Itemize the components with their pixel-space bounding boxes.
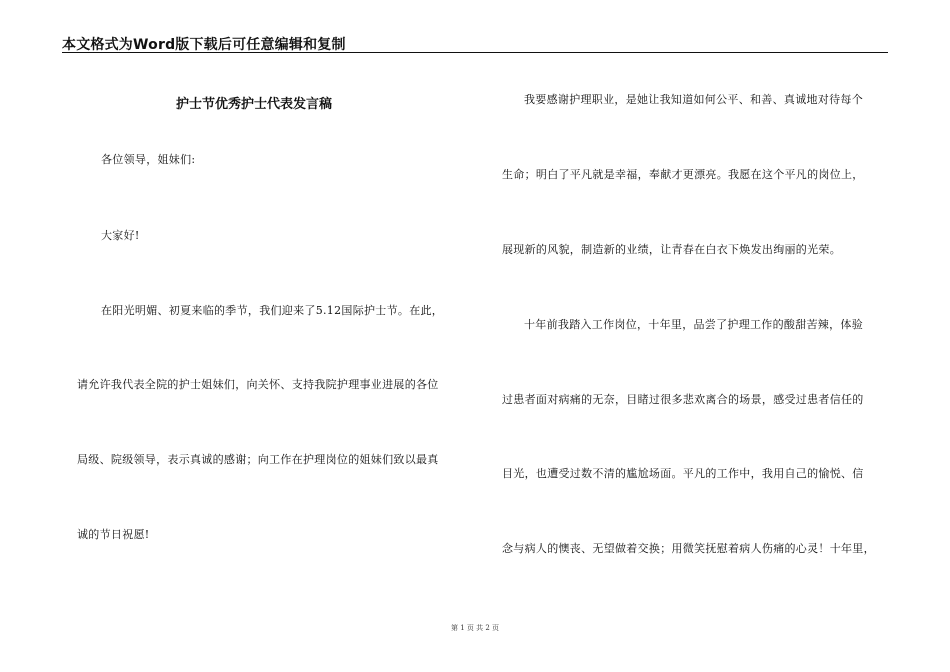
left-paragraph-line-4: 请允许我代表全院的护士姐妹们，向关怀、支持我院护理事业进展的各位 [77, 378, 439, 391]
right-paragraph-line-4: 十年前我踏入工作岗位，十年里，品尝了护理工作的酸甜苦辣，体验 [524, 318, 863, 331]
right-paragraph-line-5: 过患者面对病痛的无奈，目睹过很多悲欢离合的场景，感受过患者信任的 [502, 393, 864, 406]
document-title: 护士节优秀护士代表发言稿 [176, 97, 333, 112]
document-header-title: 本文格式为Word版下载后可任意编辑和复制 [62, 37, 346, 53]
left-paragraph-line-5: 局级、院级领导，表示真诚的感谢；向工作在护理岗位的姐妹们致以最真 [77, 453, 439, 466]
right-paragraph-line-2: 生命；明白了平凡就是幸福，奉献才更漂亮。我愿在这个平凡的岗位上， [502, 168, 864, 181]
right-paragraph-line-1: 我要感谢护理职业，是她让我知道如何公平、和善、真诚地对待每个 [524, 93, 863, 106]
left-paragraph-line-3: 在阳光明媚、初夏来临的季节，我们迎来了5.12国际护士节。在此， [101, 304, 444, 317]
header-divider [62, 52, 888, 53]
right-paragraph-line-3: 展现新的风貌，制造新的业绩，让青春在白衣下焕发出绚丽的光荣。 [502, 243, 841, 256]
left-paragraph-line-2: 大家好! [101, 229, 140, 242]
left-paragraph-line-1: 各位领导，姐妹们: [101, 153, 196, 166]
right-paragraph-line-7: 念与病人的懊丧、无望做着交换；用微笑抚慰着病人伤痛的心灵！十年里， [502, 542, 875, 555]
right-paragraph-line-6: 目光，也遭受过数不清的尴尬场面。平凡的工作中，我用自己的愉悦、信 [502, 467, 864, 480]
left-paragraph-line-6: 诚的节日祝愿! [77, 528, 150, 541]
page-number-footer: 第 1 页 共 2 页 [450, 624, 500, 632]
